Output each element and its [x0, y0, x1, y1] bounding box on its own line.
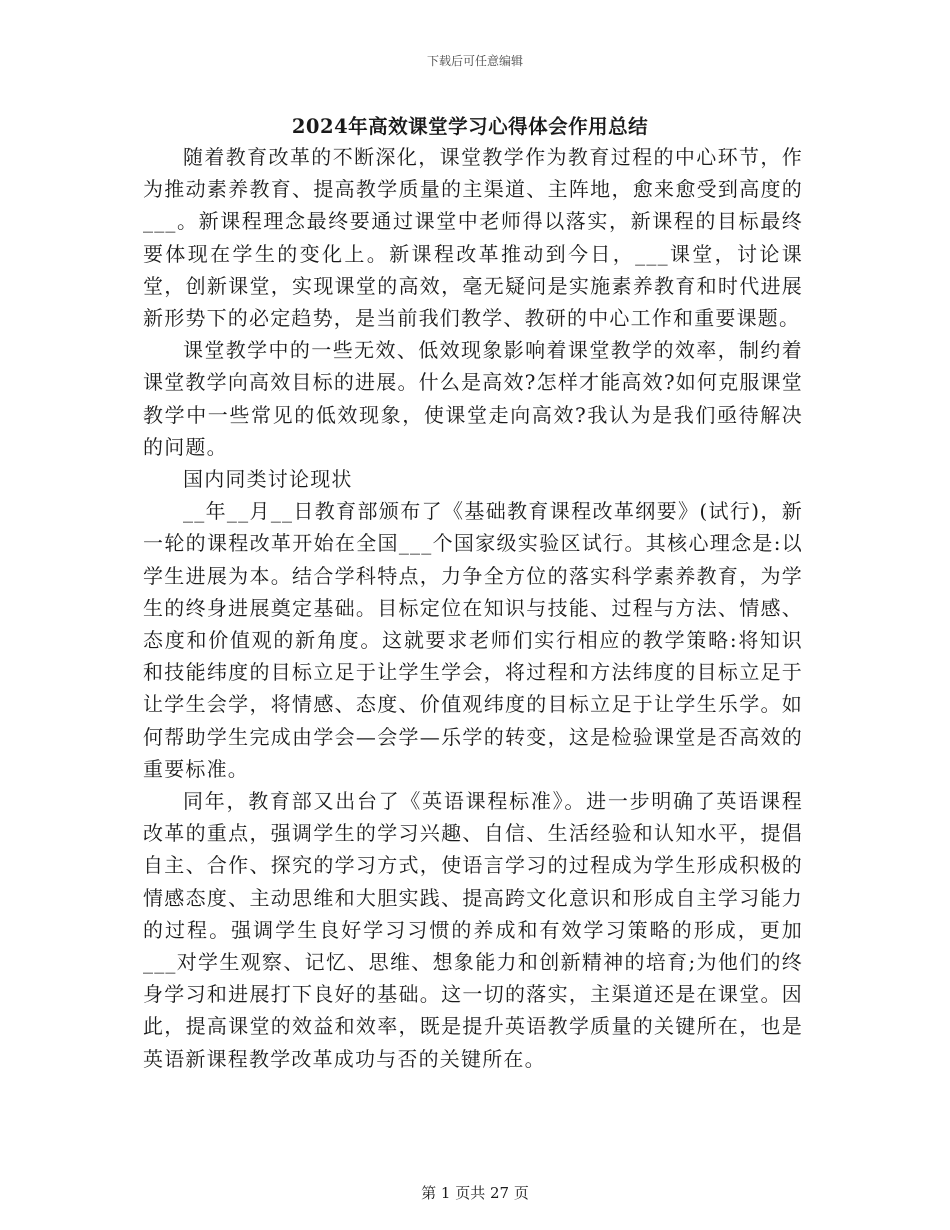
section-heading-domestic-status: 国内同类讨论现状 — [183, 467, 353, 492]
header-note: 下载后可任意编辑 — [426, 54, 523, 68]
paragraph-english-standard: 同年，教育部又出台了《英语课程标准》。进一步明确了英语课程改革的重点，强调学生的学习兴趣、自信、生活经验和认知水平，提倡自主、合作、探究的学习方式，使语言学习的过程成为学生形成积极的情感态度、主动思维和大胆实践、提高跨文化意识和形成自主学习能力的过程。强调学生良好学习习惯的养成和有效学习策略的形成，更加___对学生观察、记忆、思维、想象能力和创新精神的培育;为他们的终身学习和进展打下良好的基础。这一切的落实，主渠道还是在课堂。因此，提高课堂的效益和效率，既是提升英语教学质量的关键所在，也是英语新课程教学改革成功与否的关键所在。 — [143, 789, 803, 1071]
paragraph-low-efficiency: 课堂教学中的一些无效、低效现象影响着课堂教学的效率，制约着课堂教学向高效目标的进展。什么是高效?怎样才能高效?如何克服课堂教学中一些常见的低效现象，使课堂走向高效?我认为是我们亟待解决的问题。 — [143, 338, 803, 459]
page-footer: 第 1 页共 27 页 — [421, 1184, 529, 1202]
paragraph-intro: 随着教育改革的不断深化，课堂教学作为教育过程的中心环节，作为推动素养教育、提高教学质量的主渠道、主阵地，愈来愈受到高度的___。新课程理念最终要通过课堂中老师得以落实，新课程的目标最终要体现在学生的变化上。新课程改革推动到今日，___课堂，讨论课堂，创新课堂，实现课堂的高效，毫无疑问是实施素养教育和时代进展新形势下的必定趋势，是当前我们教学、教研的中心工作和重要课题。 — [143, 145, 803, 331]
document-body — [143, 141, 803, 1075]
document-title: 2024年高效课堂学习心得体会作用总结 — [291, 115, 649, 138]
paragraph-curriculum-reform: __年__月__日教育部颁布了《基础教育课程改革纲要》(试行)，新一轮的课程改革开始在全国___个国家级实验区试行。其核心理念是:以学生进展为本。结合学科特点，力争全方位的落实科学素养教育，为学生的终身进展奠定基础。目标定位在知识与技能、过程与方法、情感、态度和价值观的新角度。这就要求老师们实行相应的教学策略:将知识和技能纬度的目标立足于让学生学会，将过程和方法纬度的目标立足于让学生会学，将情感、态度、价值观纬度的目标立足于让学生乐学。如何帮助学生完成由学会—会学—乐学的转变，这是检验课堂是否高效的重要标准。 — [143, 499, 803, 781]
